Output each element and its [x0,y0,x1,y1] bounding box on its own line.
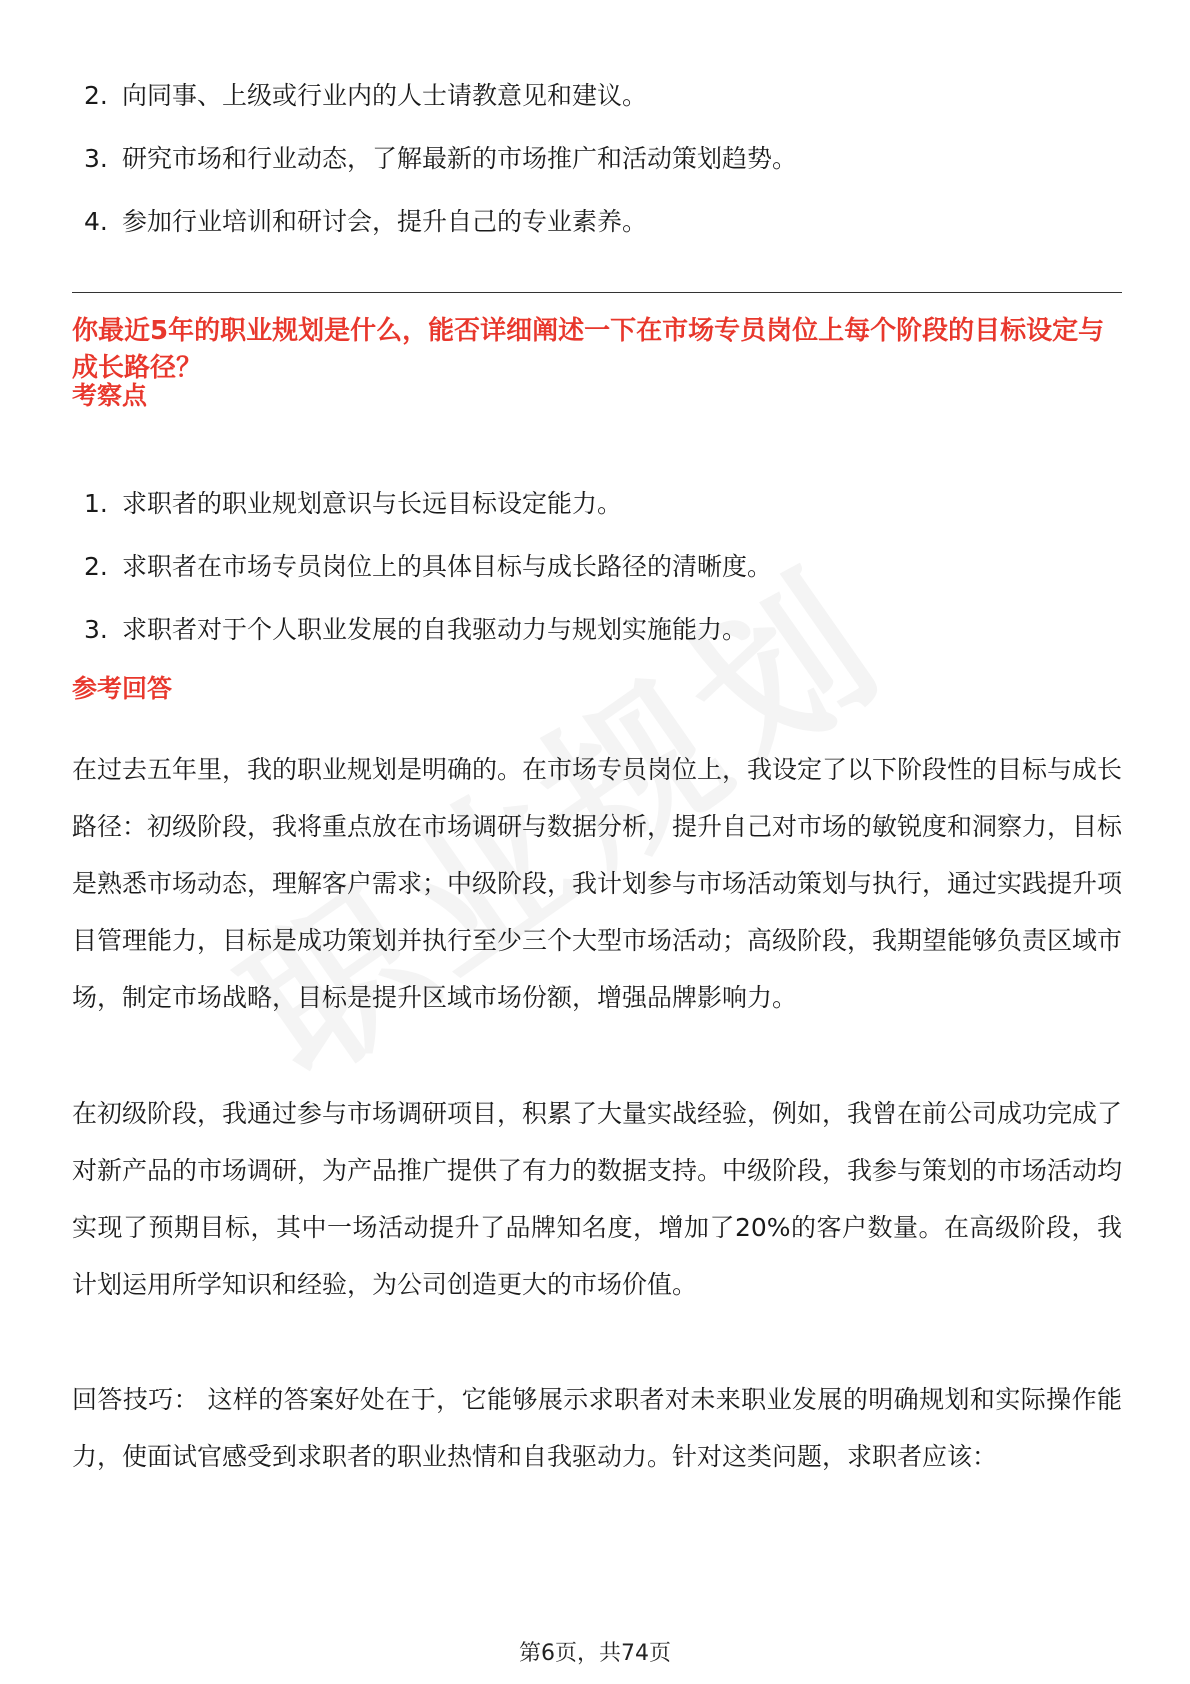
list-text: 求职者的职业规划意识与长远目标设定能力。 [122,489,623,518]
list-item [72,613,772,647]
previous-list [72,79,797,268]
answer-paragraph: 在初级阶段，我通过参与市场调研项目，积累了大量实战经验，例如，我曾在前公司成功完成了对新产品的市场调研，为产品推广提供了有力的数据支持。中级阶段，我参与策划的市场活动均实现了预期目标，其中一场活动提升了品牌知名度，增加了20%的客户数量。在高级阶段，我计划运用所学知识和经验，为公司创造更大的市场价值。 [72,1099,1123,1299]
list-item [72,79,797,113]
list-number: 1. [84,489,108,518]
list-text: 研究市场和行业动态，了解最新的市场推广和活动策划趋势。 [122,144,798,173]
focus-list [72,487,772,676]
tips-paragraph: 回答技巧： 这样的答案好处在于，它能够展示求职者对未来职业发展的明确规划和实际操作能力，使面试官感受到求职者的职业热情和自我驱动力。针对这类问题，求职者应该： [72,1385,1122,1471]
list-item [72,205,797,239]
page-number: 第6页，共74页 [519,1641,671,1666]
focus-title: 考察点 [72,381,148,410]
answer-title: 参考回答 [72,674,173,703]
list-text: 求职者在市场专员岗位上的具体目标与成长路径的清晰度。 [122,552,773,581]
list-text: 向同事、上级或行业内的人士请教意见和建议。 [122,81,648,110]
list-number: 4. [84,207,108,236]
list-number: 2. [84,81,108,110]
list-text: 求职者对于个人职业发展的自我驱动力与规划实施能力。 [122,615,748,644]
list-item [72,142,797,176]
list-item [72,550,772,584]
list-number: 3. [84,144,108,173]
answer-paragraph: 在过去五年里，我的职业规划是明确的。在市场专员岗位上，我设定了以下阶段性的目标与成长路径：初级阶段，我将重点放在市场调研与数据分析，提升自己对市场的敏锐度和洞察力，目标是熟悉市场动态，理解客户需求；中级阶段，我计划参与市场活动策划与执行，通过实践提升项目管理能力，目标是成功策划并执行至少三个大型市场活动；高级阶段，我期望能够负责区域市场，制定市场战略，目标是提升区域市场份额，增强品牌影响力。 [72,755,1123,1012]
list-item [72,487,772,521]
list-number: 2. [84,552,108,581]
list-text: 参加行业培训和研讨会，提升自己的专业素养。 [122,207,648,236]
section-divider [72,292,1122,293]
question-heading: 你最近5年的职业规划是什么，能否详细阐述一下在市场专员岗位上每个阶段的目标设定与成长路径？ [72,316,1105,383]
list-number: 3. [84,615,108,644]
